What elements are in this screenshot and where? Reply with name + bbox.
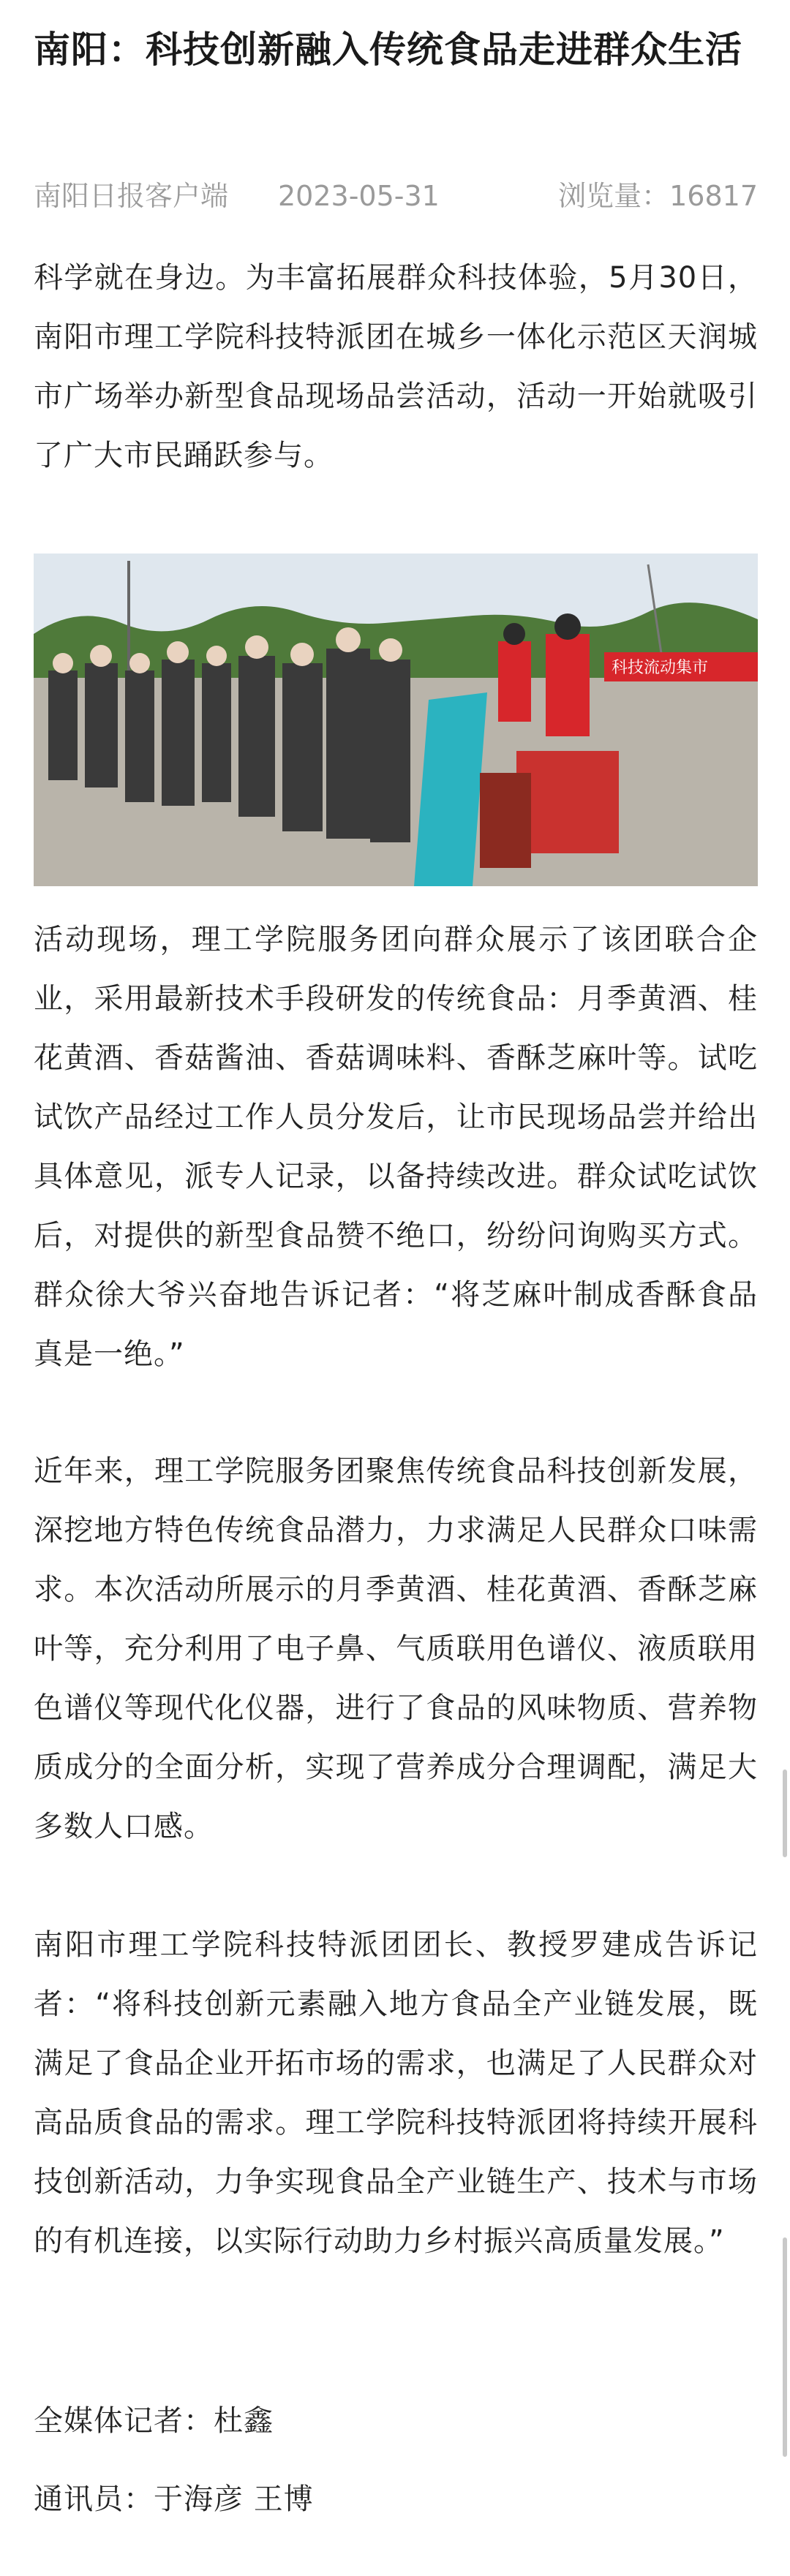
paragraph-2: 活动现场，理工学院服务团向群众展示了该团联合企业，采用最新技术手段研发的传统食品：月季黄酒、桂花黄酒、香菇酱油、香菇调味料、香酥芝麻叶等。试吃试饮产品经过工作人员分发后，让市民现场品尝并给出具体意见，派专人记录，以备持续改进。群众试吃试饮后，对提供的新型食品赞不绝口，纷纷问询购买方式。群众徐大爷兴奋地告诉记者：“将芝麻叶制成香酥食品真是一绝。” [34, 923, 758, 1371]
article-views: 浏览量：16817 [558, 180, 758, 212]
photo-bottles [480, 773, 531, 868]
photo-product-box [516, 751, 619, 853]
paragraph-1: 科学就在身边。为丰富拓展群众科技体验，5月30日，南阳市理工学院科技特派团在城乡一体化示范区天润城市广场举办新型食品现场品尝活动，活动一开始就吸引了广大市民踊跃参与。 [34, 261, 758, 472]
event-photo[interactable] [34, 554, 758, 886]
scrollbar-thumb[interactable] [783, 1769, 787, 1857]
photo-banner-text: 科技流动集市 [612, 659, 709, 677]
correspondent-credit: 通讯员：于海彦 王博 [34, 2482, 314, 2516]
article-title: 南阳：科技创新融入传统食品走进群众生活 [34, 29, 742, 71]
paragraph-4: 南阳市理工学院科技特派团团长、教授罗建成告诉记者：“将科技创新元素融入地方食品全产业链发展，既满足了食品企业开拓市场的需求，也满足了人民群众对高品质食品的需求。理工学院科技特派团将持续开展科技创新活动，力争实现食品全产业链生产、技术与市场的有机连接，以实际行动助力乡村振兴高质量发展。” [34, 1928, 758, 2258]
article-date: 2023-05-31 [278, 180, 440, 212]
reporter-credit: 全媒体记者：杜鑫 [34, 2404, 274, 2438]
event-photo-illustration [34, 554, 758, 886]
article-meta [34, 174, 758, 218]
paragraph-3: 近年来，理工学院服务团聚焦传统食品科技创新发展，深挖地方特色传统食品潜力，力求满足人民群众口味需求。本次活动所展示的月季黄酒、桂花黄酒、香酥芝麻叶等，充分利用了电子鼻、气质联用色谱仪、液质联用色谱仪等现代化仪器，进行了食品的风味物质、营养物质成分的全面分析，实现了营养成分合理调配，满足大多数人口感。 [34, 1454, 758, 1843]
scrollbar-thumb-secondary[interactable] [783, 2237, 787, 2457]
article-source[interactable]: 南阳日报客户端 [34, 180, 229, 212]
